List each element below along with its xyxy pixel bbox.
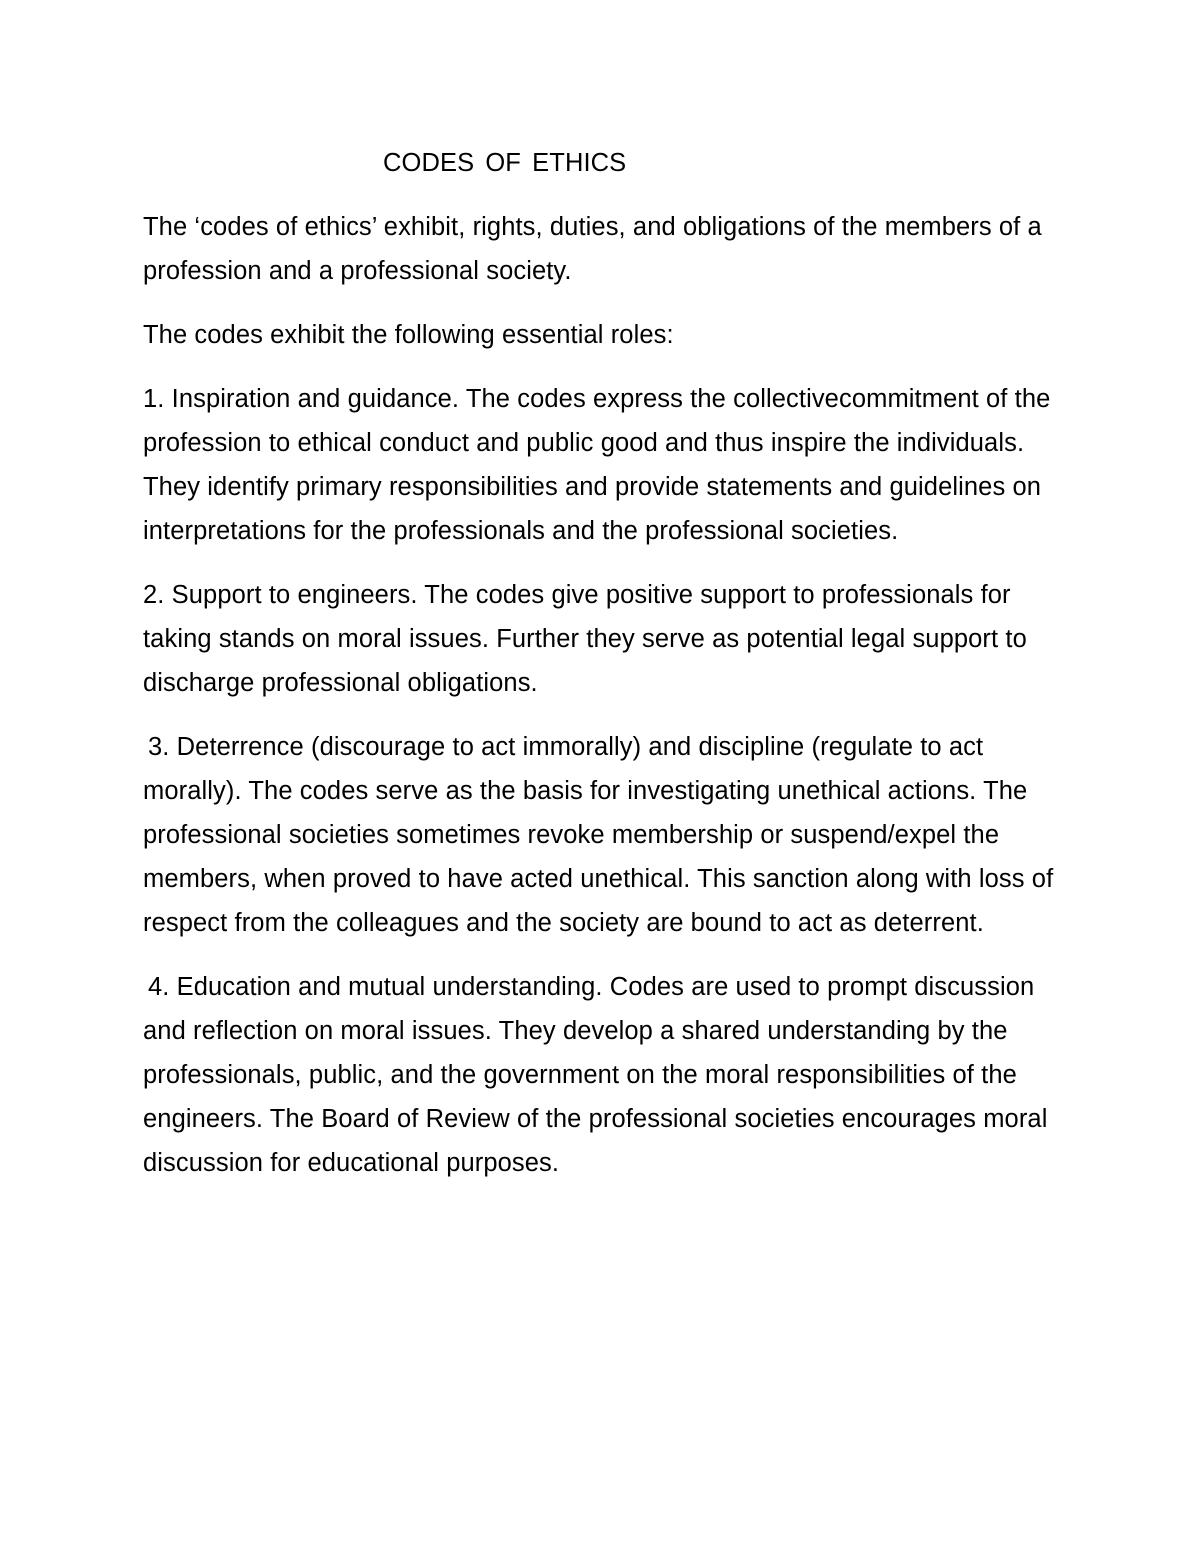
document-body (143, 141, 1073, 1205)
document-title: CODES OF ETHICS (383, 149, 627, 177)
roles-lead-paragraph: The codes exhibit the following essential roles: (143, 321, 674, 349)
role-deterrence-paragraph: 3. Deterrence (discourage to act immorally) and discipline (regulate to act morally). The codes serve as the basis for investigating unethical actions. The professional societies sometimes revoke membership or suspend/expel the members, when proved to have acted unethical. This sanction along with loss of respect from the colleagues and the society are bound to act as deterrent. (143, 733, 1054, 937)
intro-paragraph: The ‘codes of ethics’ exhibit, rights, duties, and obligations of the members of a profession and a professional society. (143, 213, 1042, 285)
role-education-paragraph: 4. Education and mutual understanding. Codes are used to prompt discussion and reflection on moral issues. They develop a shared understanding by the professionals, public, and the government on the moral responsibilities of the engineers. The Board of Review of the professional societies encourages moral discussion for educational purposes. (143, 973, 1048, 1177)
role-support-paragraph: 2. Support to engineers. The codes give positive support to professionals for taking stands on moral issues. Further they serve as potential legal support to discharge professional obligations. (143, 581, 1027, 697)
role-inspiration-paragraph: 1. Inspiration and guidance. The codes express the collectivecommitment of the profession to ethical conduct and public good and thus inspire the individuals. They identify primary responsibilities and provide statements and guidelines on interpretations for the professionals and the professional societies. (143, 385, 1051, 545)
